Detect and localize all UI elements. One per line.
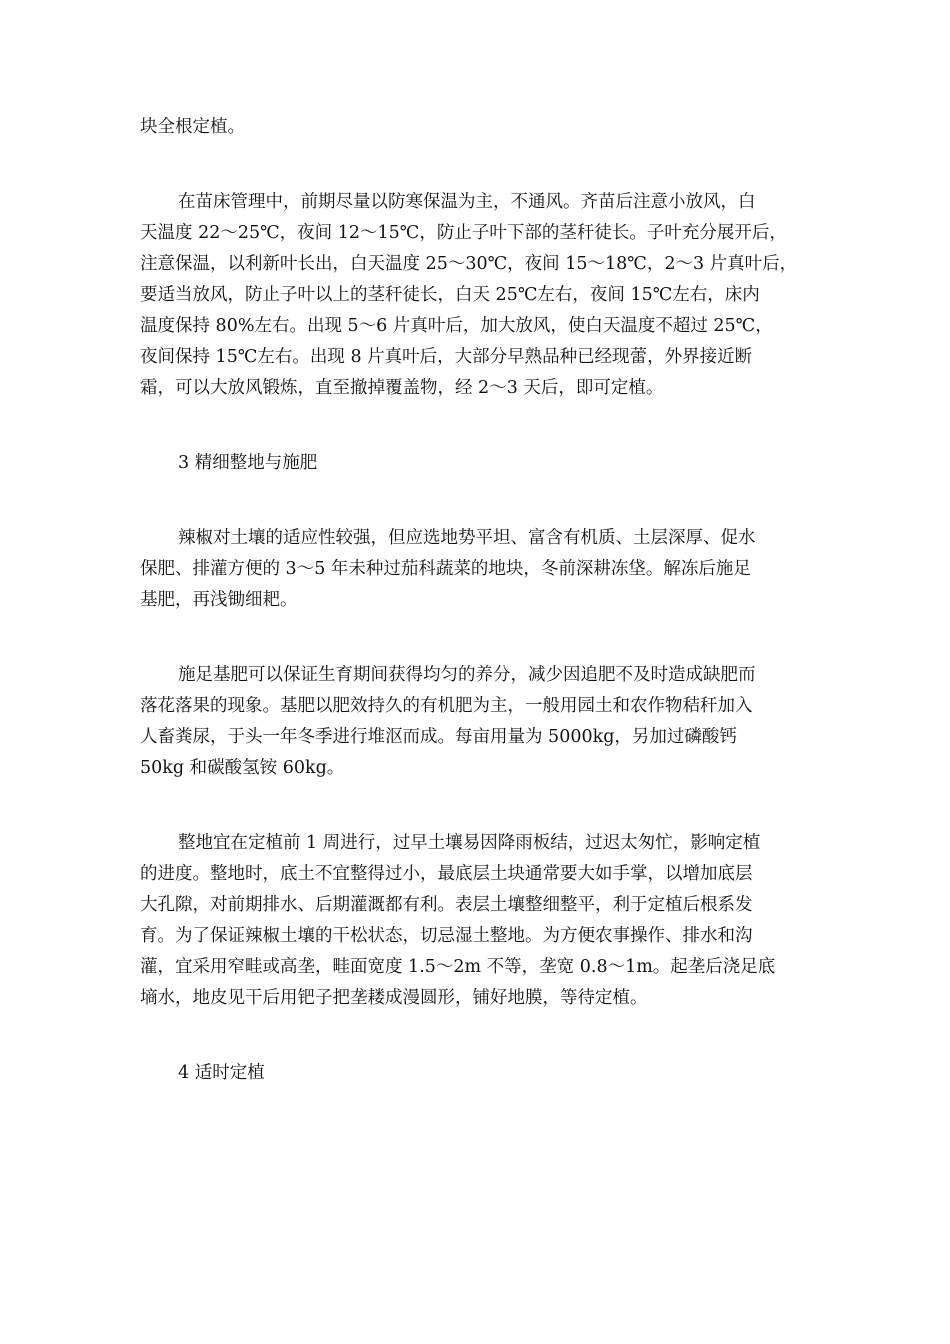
paragraph-gap xyxy=(140,616,825,660)
text-line: 灌，宜采用窄畦或高垄，畦面宽度 1.5～2m 不等，垄宽 0.8～1m。起垄后浇足底 xyxy=(140,957,776,977)
text-line: 的进度。整地时，底土不宜整得过小，最底层土块通常要大如手掌，以增加底层 xyxy=(140,864,753,884)
text-line: 基肥，再浅锄细耙。 xyxy=(140,590,298,610)
text-line: 整地宜在定植前 1 周进行，过早土壤易因降雨板结，过迟太匆忙，影响定植 xyxy=(178,833,761,853)
document-page xyxy=(140,112,825,1089)
text-line: 注意保温，以利新叶长出，白天温度 25～30℃，夜间 15～18℃，2～3 片真叶后， xyxy=(140,254,798,274)
text-line: 块全根定植。 xyxy=(140,117,245,137)
text-line: 夜间保持 15℃左右。出现 8 片真叶后，大部分早熟品种已经现蕾，外界接近断 xyxy=(140,347,753,367)
text-line: 施足基肥可以保证生育期间获得均匀的养分，减少因追肥不及时造成缺肥而 xyxy=(178,665,756,685)
paragraph-seedbed-management xyxy=(140,187,825,404)
text-line: 大孔隙，对前期排水、后期灌溉都有利。表层土壤整细整平，利于定植后根系发 xyxy=(140,895,753,915)
text-line: 辣椒对土壤的适应性较强，但应选地势平坦、富含有机质、土层深厚、促水 xyxy=(178,528,756,548)
section-heading-3 xyxy=(140,448,825,479)
text-line: 霜，可以大放风锻炼，直至撤掉覆盖物，经 2～3 天后，即可定植。 xyxy=(140,378,664,398)
paragraph-gap xyxy=(140,784,825,828)
paragraph-gap xyxy=(140,143,825,187)
text-line: 人畜粪尿，于头一年冬季进行堆沤而成。每亩用量为 5000kg，另加过磷酸钙 xyxy=(140,727,737,747)
paragraph-soil-adaptability xyxy=(140,523,825,616)
paragraph-base-fertilizer xyxy=(140,660,825,784)
section-heading-4 xyxy=(140,1058,825,1089)
text-line: 要适当放风，防止子叶以上的茎秆徒长，白天 25℃左右，夜间 15℃左右，床内 xyxy=(140,285,760,305)
text-line: 温度保持 80%左右。出现 5～6 片真叶后，加大放风，使白天温度不超过 25℃， xyxy=(140,316,773,336)
paragraph-gap xyxy=(140,479,825,523)
text-line: 育。为了保证辣椒土壤的干松状态，切忌湿土整地。为方便农事操作、排水和沟 xyxy=(140,926,753,946)
paragraph-continuation xyxy=(140,112,825,143)
text-line: 50kg 和碳酸氢铵 60kg。 xyxy=(140,758,345,778)
text-line: 落花落果的现象。基肥以肥效持久的有机肥为主，一般用园土和农作物秸秆加入 xyxy=(140,696,753,716)
paragraph-gap xyxy=(140,404,825,448)
text-line: 墒水，地皮见干后用钯子把垄耧成漫圆形，铺好地膜，等待定植。 xyxy=(140,988,648,1008)
paragraph-land-preparation xyxy=(140,828,825,1014)
text-line: 保肥、排灌方便的 3～5 年未种过茄科蔬菜的地块，冬前深耕冻垡。解冻后施足 xyxy=(140,559,751,579)
paragraph-gap xyxy=(140,1014,825,1058)
heading-text: 3 精细整地与施肥 xyxy=(178,453,318,473)
heading-text: 4 适时定植 xyxy=(178,1063,265,1083)
text-line: 天温度 22～25℃，夜间 12～15℃，防止子叶下部的茎秆徒长。子叶充分展开后， xyxy=(140,223,787,243)
text-line: 在苗床管理中，前期尽量以防寒保温为主，不通风。齐苗后注意小放风，白 xyxy=(178,192,756,212)
